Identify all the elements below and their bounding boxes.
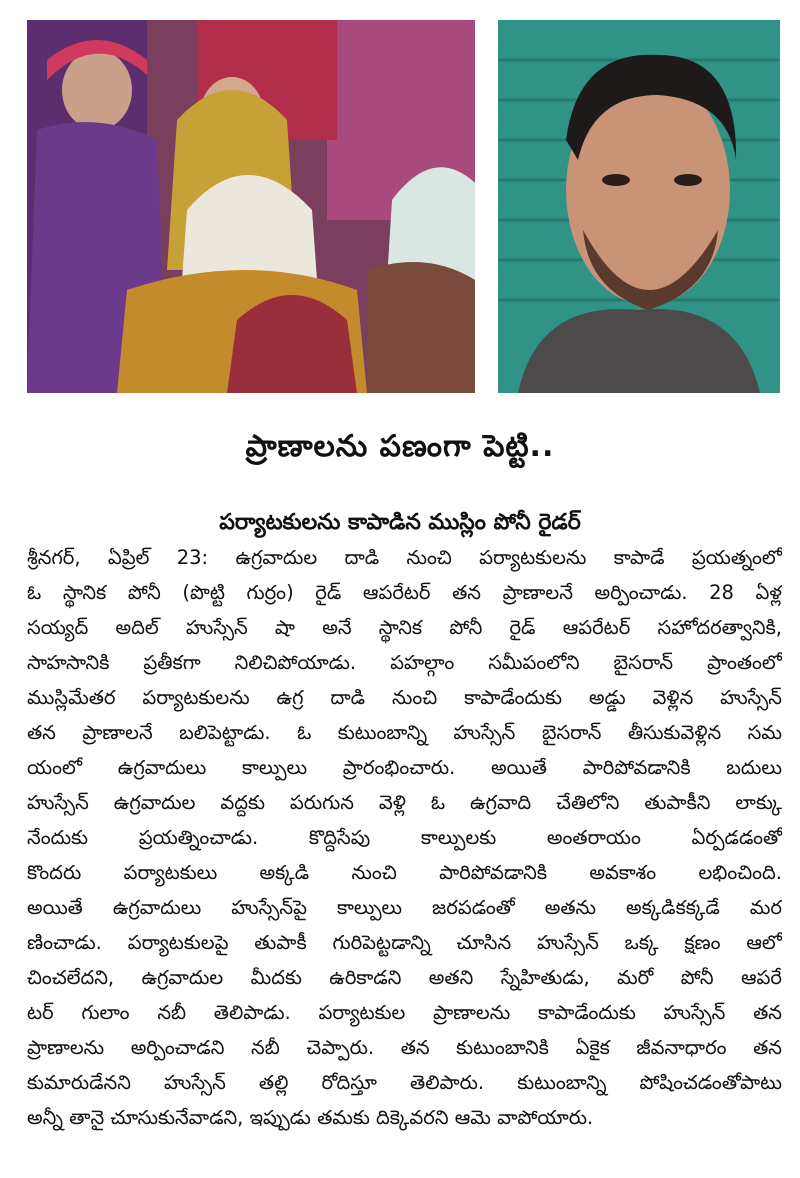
victim-portrait-photo bbox=[498, 20, 780, 393]
body-line: శ్రీనగర్, ఏప్రిల్ 23: ఉగ్రవాదుల దాడి నుంచి పర్యాటకులను కాపాడే ప్రయత్నంలో bbox=[27, 546, 782, 569]
body-line: కొందరు పర్యాటకులు అక్కడి నుంచి పారిపోవడానికి అవకాశం లభించింది. bbox=[27, 861, 782, 884]
body-line: ముస్లిమేతర పర్యాటకులను ఉగ్ర దాడి నుంచి కాపాడేందుకు అడ్డు వెళ్లిన హుస్సేన్ bbox=[27, 686, 782, 709]
body-line: ణించాడు. పర్యాటకులపై తుపాకీ గురిపెట్టడాన్ని చూసిన హుస్సేన్ ఒక్క క్షణం ఆలో bbox=[27, 931, 782, 954]
body-line: అన్నీ తానై చూసుకునేవాడని, ఇప్పుడు తమకు దిక్కెవరని ఆమె వాపోయారు. bbox=[27, 1106, 594, 1129]
body-line: నేందుకు ప్రయత్నించాడు. కొద్దిసేపు కాల్పులకు అంతరాయం ఏర్పడడంతో bbox=[27, 826, 782, 849]
body-line: యంలో ఉగ్రవాదులు కాల్పులు ప్రారంభించారు. అయితే పారిపోవడానికి బదులు bbox=[27, 756, 782, 779]
body-line: తన ప్రాణాలనే బలిపెట్టాడు. ఓ కుటుంబాన్ని హుస్సేన్ బైసరాన్ తీసుకువెళ్లిన సమ bbox=[27, 721, 782, 744]
body-line: ఓ స్థానిక పోనీ (పొట్టి గుర్రం) రైడ్ ఆపరేటర్ తన ప్రాణాలనే అర్పించాడు. 28 ఏళ్ల bbox=[27, 581, 782, 604]
mourning-women-illustration bbox=[27, 20, 475, 393]
body-line: హుస్సేన్ ఉగ్రవాదుల వద్దకు పరుగున వెళ్లి ఓ ఉగ్రవాది చేతిలోని తుపాకీని లాక్కు bbox=[27, 791, 782, 814]
headline: ప్రాణాలను పణంగా పెట్టి.. bbox=[245, 429, 555, 464]
body-line: సయ్యద్ అదిల్ హుస్సేన్ షా అనే స్థానిక పోనీ రైడ్ ఆపరేటర్ సహోదరత్వానికి, bbox=[27, 616, 782, 639]
body-line: చించలేదని, ఉగ్రవాదుల మీదకు ఉరికాడని అతని స్నేహితుడు, మరో పోనీ ఆపరే bbox=[27, 966, 782, 989]
subheadline: పర్యాటకులను కాపాడిన ముస్లిం పోనీ రైడర్ bbox=[219, 510, 581, 535]
body-line: అయితే ఉగ్రవాదులు హుస్సేన్‌పై కాల్పులు జరపడంతో అతను అక్కడికక్కడే మర bbox=[27, 896, 782, 919]
mourning-women-photo bbox=[27, 20, 475, 393]
body-line: ప్రాణాలను అర్పించాడని నబీ చెప్పారు. తన కుటుంబానికి ఏకైక జీవనాధారం తన bbox=[27, 1036, 782, 1059]
article-body bbox=[27, 540, 782, 1135]
body-line: సాహసానికి ప్రతీకగా నిలిచిపోయాడు. పహల్గాం సమీపంలోని బైసరాన్ ప్రాంతంలో bbox=[27, 651, 782, 674]
portrait-illustration bbox=[498, 20, 780, 393]
body-line: టర్ గులాం నబీ తెలిపాడు. పర్యాటకుల ప్రాణాలను కాపాడేందుకు హుస్సేన్ తన bbox=[27, 1001, 782, 1024]
body-line: కుమారుడేనని హుస్సేన్ తల్లి రోదిస్తూ తెలిపారు. కుటుంబాన్ని పోషించడంతోపాటు bbox=[27, 1071, 782, 1094]
